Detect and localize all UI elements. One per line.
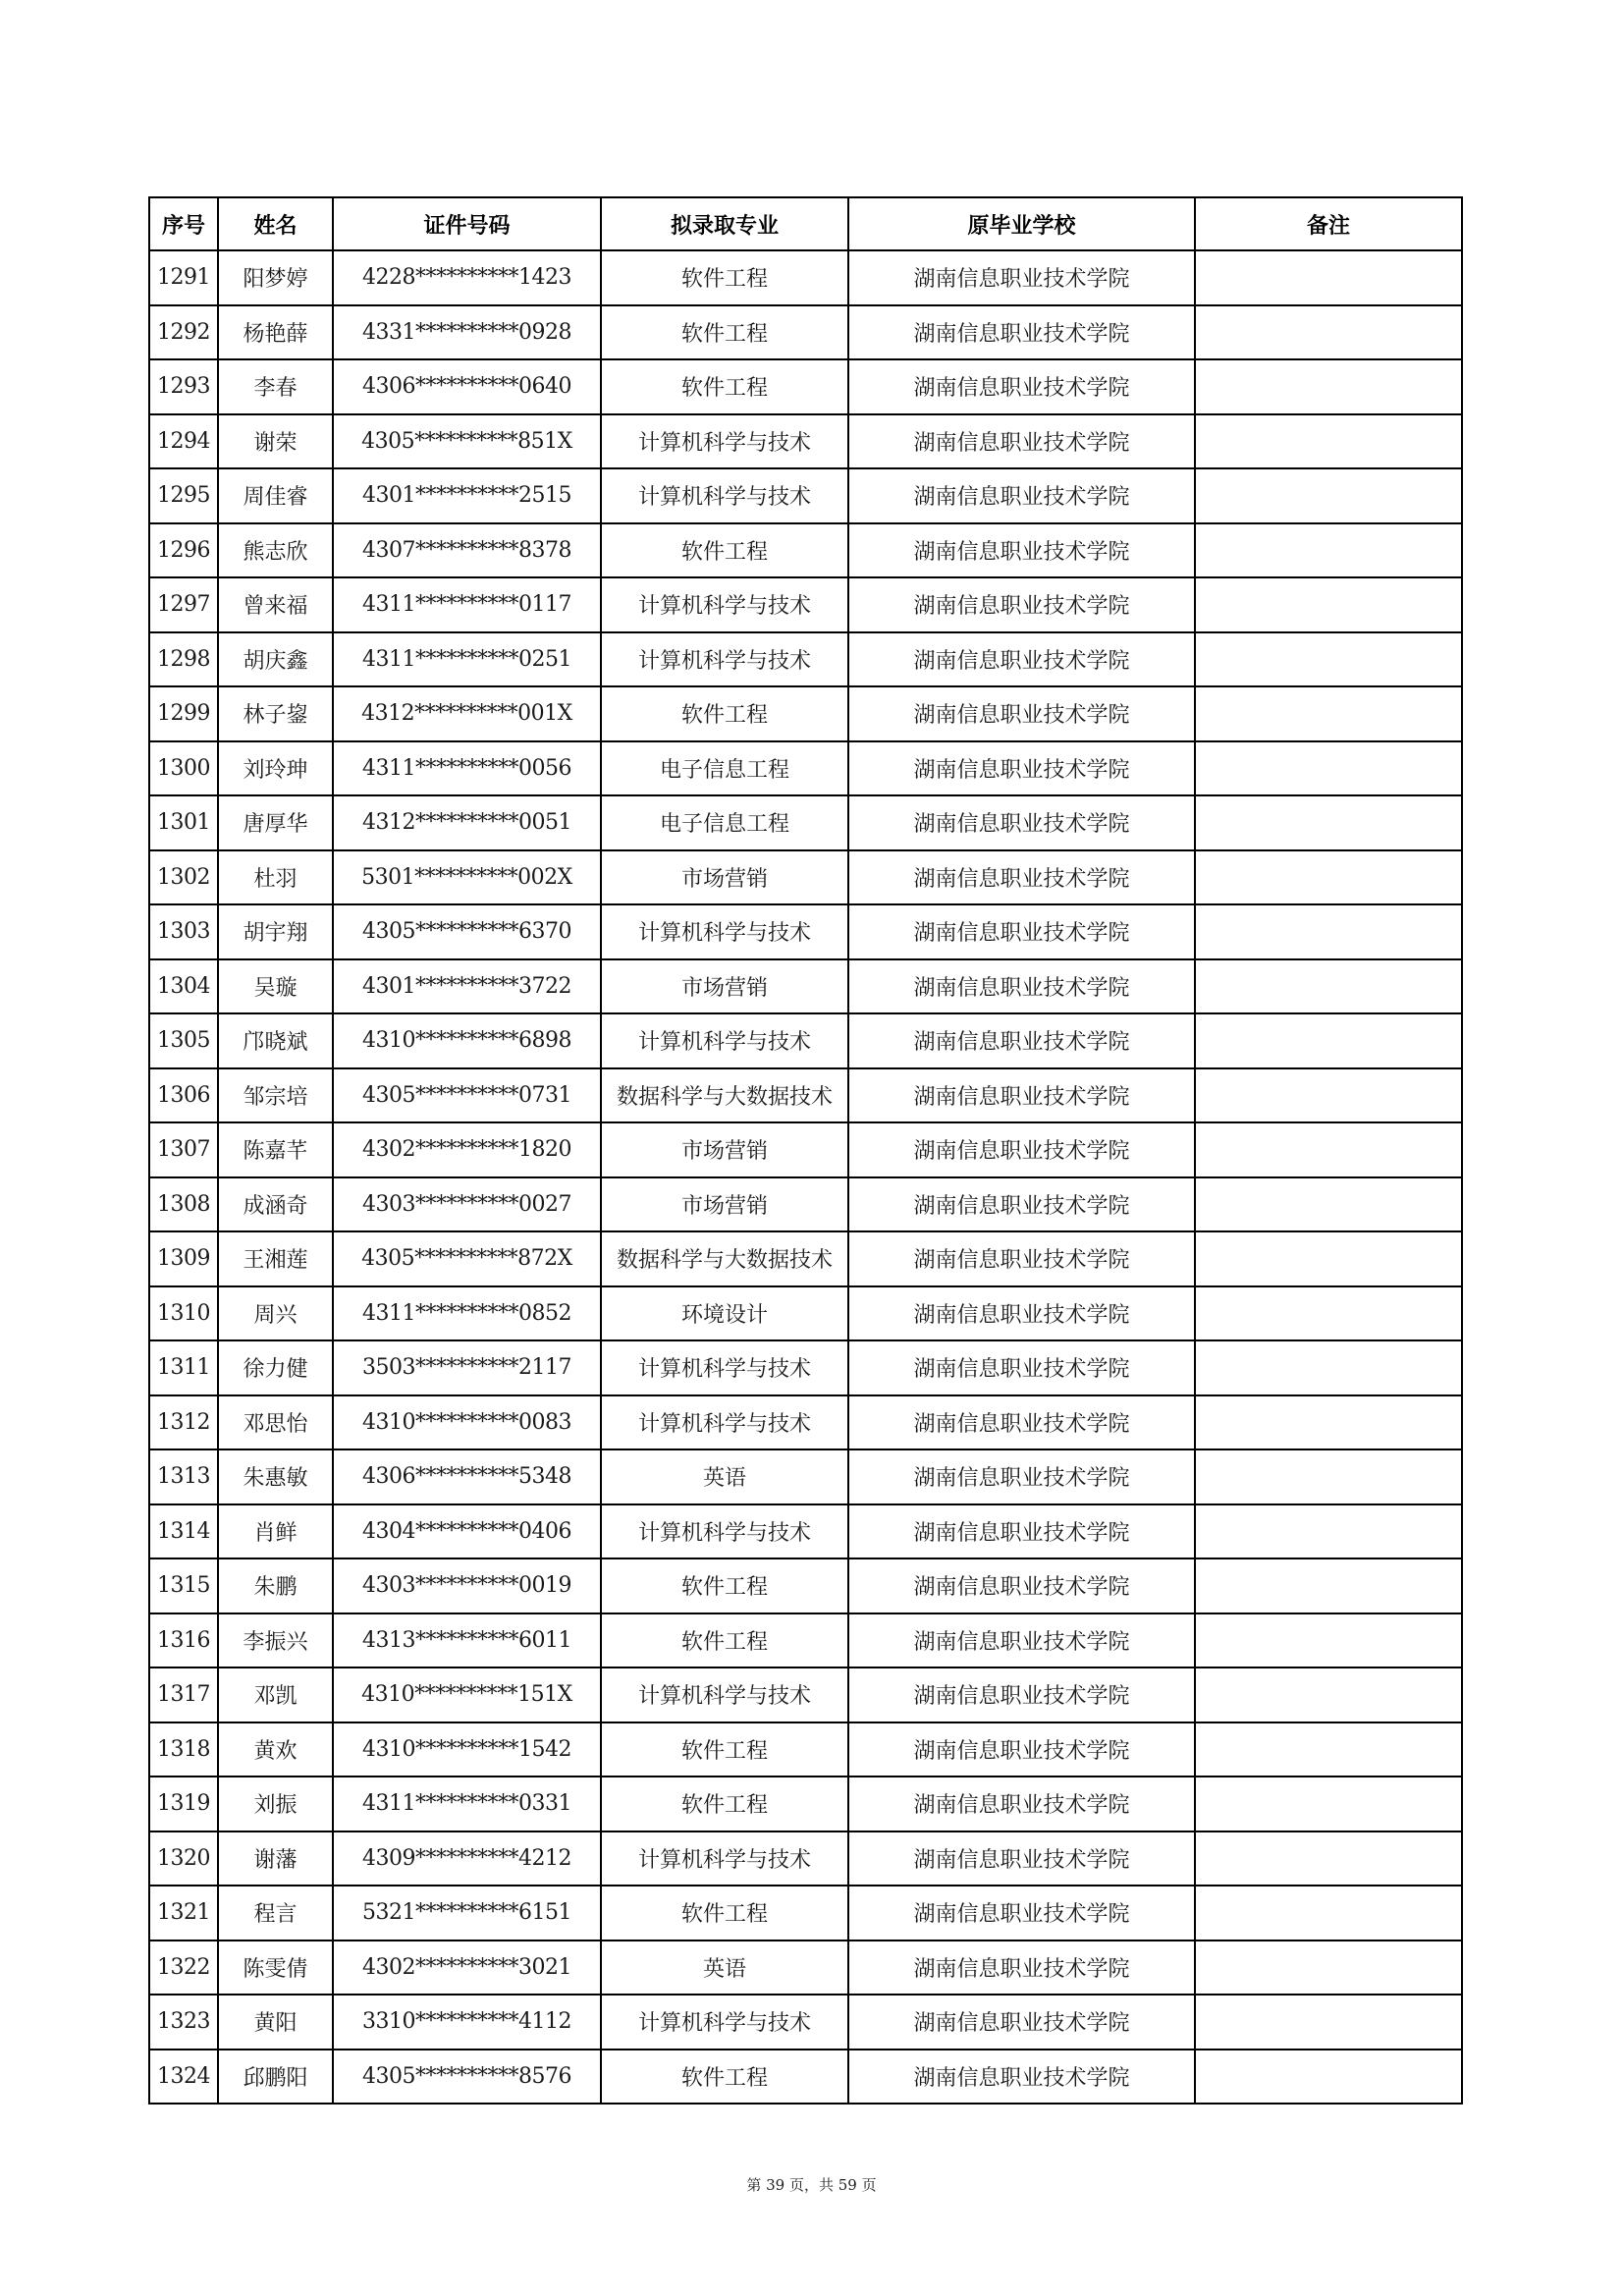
row-id-number: 4305**********8576 bbox=[333, 2050, 601, 2105]
row-school: 湖南信息职业技术学院 bbox=[848, 1886, 1195, 1941]
row-note bbox=[1195, 250, 1462, 305]
table-row bbox=[149, 1449, 1462, 1504]
table-row bbox=[149, 850, 1462, 905]
table-row bbox=[149, 1395, 1462, 1450]
row-id-number: 4305**********6370 bbox=[333, 904, 601, 959]
row-school: 湖南信息职业技术学院 bbox=[848, 1558, 1195, 1613]
row-note bbox=[1195, 1941, 1462, 1995]
header-id-number: 证件号码 bbox=[333, 197, 601, 250]
row-major: 市场营销 bbox=[601, 1177, 848, 1232]
row-major: 计算机科学与技术 bbox=[601, 1340, 848, 1395]
row-seq: 1310 bbox=[149, 1286, 218, 1341]
row-id-number: 4301**********3722 bbox=[333, 959, 601, 1014]
row-id-number: 4305**********872X bbox=[333, 1231, 601, 1286]
row-note bbox=[1195, 1613, 1462, 1668]
table-row bbox=[149, 1504, 1462, 1559]
row-school: 湖南信息职业技术学院 bbox=[848, 1122, 1195, 1177]
row-seq: 1306 bbox=[149, 1068, 218, 1123]
admission-list-table bbox=[148, 196, 1463, 2105]
row-id-number: 4303**********0027 bbox=[333, 1177, 601, 1232]
row-major: 计算机科学与技术 bbox=[601, 1831, 848, 1886]
row-name: 李振兴 bbox=[218, 1613, 333, 1668]
row-school: 湖南信息职业技术学院 bbox=[848, 1613, 1195, 1668]
header-school: 原毕业学校 bbox=[848, 197, 1195, 250]
row-major: 计算机科学与技术 bbox=[601, 1504, 848, 1559]
row-school: 湖南信息职业技术学院 bbox=[848, 1941, 1195, 1995]
row-major: 软件工程 bbox=[601, 1886, 848, 1941]
row-note bbox=[1195, 904, 1462, 959]
row-note bbox=[1195, 1013, 1462, 1068]
row-school: 湖南信息职业技术学院 bbox=[848, 850, 1195, 905]
row-major: 市场营销 bbox=[601, 850, 848, 905]
row-id-number: 4311**********0852 bbox=[333, 1286, 601, 1341]
row-seq: 1291 bbox=[149, 250, 218, 305]
row-major: 计算机科学与技术 bbox=[601, 1395, 848, 1450]
row-major: 英语 bbox=[601, 1449, 848, 1504]
table-row bbox=[149, 305, 1462, 360]
row-major: 软件工程 bbox=[601, 1613, 848, 1668]
row-seq: 1308 bbox=[149, 1177, 218, 1232]
row-seq: 1309 bbox=[149, 1231, 218, 1286]
row-note bbox=[1195, 1177, 1462, 1232]
row-note bbox=[1195, 1667, 1462, 1722]
row-id-number: 4302**********1820 bbox=[333, 1122, 601, 1177]
row-name: 王湘莲 bbox=[218, 1231, 333, 1286]
row-major: 市场营销 bbox=[601, 1122, 848, 1177]
row-note bbox=[1195, 1504, 1462, 1559]
row-seq: 1320 bbox=[149, 1831, 218, 1886]
row-name: 曾来福 bbox=[218, 577, 333, 632]
row-seq: 1322 bbox=[149, 1941, 218, 1995]
row-seq: 1301 bbox=[149, 795, 218, 850]
row-seq: 1294 bbox=[149, 414, 218, 469]
row-name: 谢荣 bbox=[218, 414, 333, 469]
row-note bbox=[1195, 1995, 1462, 2050]
table-row bbox=[149, 1122, 1462, 1177]
row-note bbox=[1195, 468, 1462, 523]
row-name: 朱鹏 bbox=[218, 1558, 333, 1613]
row-id-number: 4305**********0731 bbox=[333, 1068, 601, 1123]
row-name: 杨艳薛 bbox=[218, 305, 333, 360]
row-seq: 1321 bbox=[149, 1886, 218, 1941]
row-school: 湖南信息职业技术学院 bbox=[848, 1504, 1195, 1559]
table-row bbox=[149, 1941, 1462, 1995]
header-name: 姓名 bbox=[218, 197, 333, 250]
row-note bbox=[1195, 1449, 1462, 1504]
row-major: 计算机科学与技术 bbox=[601, 904, 848, 959]
row-seq: 1305 bbox=[149, 1013, 218, 1068]
table-row bbox=[149, 1013, 1462, 1068]
row-major: 软件工程 bbox=[601, 686, 848, 741]
row-id-number: 4303**********0019 bbox=[333, 1558, 601, 1613]
row-major: 计算机科学与技术 bbox=[601, 632, 848, 687]
row-major: 环境设计 bbox=[601, 1286, 848, 1341]
row-seq: 1300 bbox=[149, 741, 218, 796]
row-seq: 1324 bbox=[149, 2050, 218, 2105]
row-name: 邝晓斌 bbox=[218, 1013, 333, 1068]
row-name: 熊志欣 bbox=[218, 523, 333, 578]
row-id-number: 4301**********2515 bbox=[333, 468, 601, 523]
row-id-number: 4311**********0056 bbox=[333, 741, 601, 796]
row-school: 湖南信息职业技术学院 bbox=[848, 1068, 1195, 1123]
table-row bbox=[149, 414, 1462, 469]
row-seq: 1317 bbox=[149, 1667, 218, 1722]
row-school: 湖南信息职业技术学院 bbox=[848, 1995, 1195, 2050]
table-row bbox=[149, 1231, 1462, 1286]
row-id-number: 4311**********0117 bbox=[333, 577, 601, 632]
row-major: 英语 bbox=[601, 1941, 848, 1995]
row-name: 胡宇翔 bbox=[218, 904, 333, 959]
row-school: 湖南信息职业技术学院 bbox=[848, 686, 1195, 741]
table-row bbox=[149, 577, 1462, 632]
row-id-number: 4311**********0251 bbox=[333, 632, 601, 687]
table-row bbox=[149, 632, 1462, 687]
row-school: 湖南信息职业技术学院 bbox=[848, 2050, 1195, 2105]
header-seq: 序号 bbox=[149, 197, 218, 250]
table-row bbox=[149, 359, 1462, 414]
row-seq: 1312 bbox=[149, 1395, 218, 1450]
row-note bbox=[1195, 1722, 1462, 1777]
row-seq: 1311 bbox=[149, 1340, 218, 1395]
row-major: 数据科学与大数据技术 bbox=[601, 1231, 848, 1286]
table-row bbox=[149, 1340, 1462, 1395]
row-school: 湖南信息职业技术学院 bbox=[848, 1013, 1195, 1068]
row-major: 软件工程 bbox=[601, 2050, 848, 2105]
table-row bbox=[149, 250, 1462, 305]
row-seq: 1318 bbox=[149, 1722, 218, 1777]
table-row bbox=[149, 1722, 1462, 1777]
row-seq: 1302 bbox=[149, 850, 218, 905]
row-name: 谢藩 bbox=[218, 1831, 333, 1886]
row-name: 邹宗培 bbox=[218, 1068, 333, 1123]
row-id-number: 4311**********0331 bbox=[333, 1777, 601, 1831]
row-school: 湖南信息职业技术学院 bbox=[848, 1177, 1195, 1232]
row-name: 成涵奇 bbox=[218, 1177, 333, 1232]
table-row bbox=[149, 904, 1462, 959]
row-note bbox=[1195, 2050, 1462, 2105]
row-school: 湖南信息职业技术学院 bbox=[848, 1777, 1195, 1831]
row-major: 计算机科学与技术 bbox=[601, 414, 848, 469]
row-school: 湖南信息职业技术学院 bbox=[848, 1831, 1195, 1886]
row-name: 吴璇 bbox=[218, 959, 333, 1014]
row-major: 软件工程 bbox=[601, 305, 848, 360]
row-seq: 1314 bbox=[149, 1504, 218, 1559]
row-name: 唐厚华 bbox=[218, 795, 333, 850]
row-name: 杜羽 bbox=[218, 850, 333, 905]
row-seq: 1293 bbox=[149, 359, 218, 414]
row-note bbox=[1195, 1286, 1462, 1341]
row-major: 软件工程 bbox=[601, 359, 848, 414]
row-id-number: 4305**********851X bbox=[333, 414, 601, 469]
row-id-number: 5321**********6151 bbox=[333, 1886, 601, 1941]
row-id-number: 5301**********002X bbox=[333, 850, 601, 905]
row-school: 湖南信息职业技术学院 bbox=[848, 1286, 1195, 1341]
row-seq: 1307 bbox=[149, 1122, 218, 1177]
row-major: 计算机科学与技术 bbox=[601, 577, 848, 632]
row-school: 湖南信息职业技术学院 bbox=[848, 305, 1195, 360]
table-row bbox=[149, 468, 1462, 523]
table-row bbox=[149, 1995, 1462, 2050]
row-name: 李春 bbox=[218, 359, 333, 414]
row-major: 计算机科学与技术 bbox=[601, 468, 848, 523]
row-name: 邓凯 bbox=[218, 1667, 333, 1722]
row-school: 湖南信息职业技术学院 bbox=[848, 959, 1195, 1014]
row-name: 刘玲珅 bbox=[218, 741, 333, 796]
row-major: 软件工程 bbox=[601, 1722, 848, 1777]
row-name: 周兴 bbox=[218, 1286, 333, 1341]
row-school: 湖南信息职业技术学院 bbox=[848, 359, 1195, 414]
row-id-number: 3310**********4112 bbox=[333, 1995, 601, 2050]
row-note bbox=[1195, 959, 1462, 1014]
row-school: 湖南信息职业技术学院 bbox=[848, 468, 1195, 523]
row-name: 邓思怡 bbox=[218, 1395, 333, 1450]
row-major: 电子信息工程 bbox=[601, 741, 848, 796]
row-major: 软件工程 bbox=[601, 1777, 848, 1831]
table-row bbox=[149, 2050, 1462, 2105]
row-id-number: 4310**********151X bbox=[333, 1667, 601, 1722]
row-note bbox=[1195, 1395, 1462, 1450]
row-school: 湖南信息职业技术学院 bbox=[848, 1722, 1195, 1777]
row-name: 朱惠敏 bbox=[218, 1449, 333, 1504]
header-major: 拟录取专业 bbox=[601, 197, 848, 250]
row-school: 湖南信息职业技术学院 bbox=[848, 1667, 1195, 1722]
row-school: 湖南信息职业技术学院 bbox=[848, 632, 1195, 687]
row-school: 湖南信息职业技术学院 bbox=[848, 1395, 1195, 1450]
table-row bbox=[149, 959, 1462, 1014]
row-seq: 1297 bbox=[149, 577, 218, 632]
row-note bbox=[1195, 1558, 1462, 1613]
table-row bbox=[149, 1286, 1462, 1341]
table-row bbox=[149, 1613, 1462, 1668]
row-seq: 1319 bbox=[149, 1777, 218, 1831]
row-name: 胡庆鑫 bbox=[218, 632, 333, 687]
row-major: 市场营销 bbox=[601, 959, 848, 1014]
table-row bbox=[149, 1177, 1462, 1232]
row-id-number: 4307**********8378 bbox=[333, 523, 601, 578]
row-name: 阳梦婷 bbox=[218, 250, 333, 305]
row-major: 电子信息工程 bbox=[601, 795, 848, 850]
row-name: 黄阳 bbox=[218, 1995, 333, 2050]
row-major: 计算机科学与技术 bbox=[601, 1013, 848, 1068]
row-school: 湖南信息职业技术学院 bbox=[848, 1340, 1195, 1395]
table-row bbox=[149, 795, 1462, 850]
row-id-number: 4310**********1542 bbox=[333, 1722, 601, 1777]
row-id-number: 4306**********5348 bbox=[333, 1449, 601, 1504]
row-school: 湖南信息职业技术学院 bbox=[848, 250, 1195, 305]
row-seq: 1304 bbox=[149, 959, 218, 1014]
row-note bbox=[1195, 523, 1462, 578]
page-number-footer: 第 39 页，共 59 页 bbox=[746, 2176, 877, 2194]
row-id-number: 4310**********6898 bbox=[333, 1013, 601, 1068]
row-note bbox=[1195, 1777, 1462, 1831]
row-id-number: 4310**********0083 bbox=[333, 1395, 601, 1450]
table-row bbox=[149, 1558, 1462, 1613]
row-id-number: 4304**********0406 bbox=[333, 1504, 601, 1559]
row-school: 湖南信息职业技术学院 bbox=[848, 904, 1195, 959]
table-row bbox=[149, 1777, 1462, 1831]
row-note bbox=[1195, 305, 1462, 360]
row-note bbox=[1195, 686, 1462, 741]
row-school: 湖南信息职业技术学院 bbox=[848, 795, 1195, 850]
row-name: 肖鲜 bbox=[218, 1504, 333, 1559]
table-row bbox=[149, 1068, 1462, 1123]
row-seq: 1303 bbox=[149, 904, 218, 959]
row-name: 邱鹏阳 bbox=[218, 2050, 333, 2105]
row-note bbox=[1195, 795, 1462, 850]
row-major: 软件工程 bbox=[601, 250, 848, 305]
table-body bbox=[149, 250, 1462, 2104]
row-note bbox=[1195, 1340, 1462, 1395]
row-seq: 1296 bbox=[149, 523, 218, 578]
row-name: 林子鋆 bbox=[218, 686, 333, 741]
row-note bbox=[1195, 414, 1462, 469]
row-school: 湖南信息职业技术学院 bbox=[848, 741, 1195, 796]
table-row bbox=[149, 523, 1462, 578]
row-id-number: 4331**********0928 bbox=[333, 305, 601, 360]
row-id-number: 4312**********001X bbox=[333, 686, 601, 741]
row-name: 黄欢 bbox=[218, 1722, 333, 1777]
row-id-number: 4312**********0051 bbox=[333, 795, 601, 850]
row-major: 软件工程 bbox=[601, 523, 848, 578]
row-name: 陈嘉芊 bbox=[218, 1122, 333, 1177]
row-school: 湖南信息职业技术学院 bbox=[848, 1231, 1195, 1286]
header-note: 备注 bbox=[1195, 197, 1462, 250]
row-seq: 1313 bbox=[149, 1449, 218, 1504]
row-school: 湖南信息职业技术学院 bbox=[848, 414, 1195, 469]
row-name: 周佳睿 bbox=[218, 468, 333, 523]
row-id-number: 4302**********3021 bbox=[333, 1941, 601, 1995]
row-id-number: 4228**********1423 bbox=[333, 250, 601, 305]
row-id-number: 4306**********0640 bbox=[333, 359, 601, 414]
row-seq: 1295 bbox=[149, 468, 218, 523]
row-seq: 1298 bbox=[149, 632, 218, 687]
table-header-row bbox=[149, 197, 1462, 250]
row-seq: 1299 bbox=[149, 686, 218, 741]
row-major: 数据科学与大数据技术 bbox=[601, 1068, 848, 1123]
table-row bbox=[149, 1667, 1462, 1722]
row-id-number: 3503**********2117 bbox=[333, 1340, 601, 1395]
row-name: 陈雯倩 bbox=[218, 1941, 333, 1995]
row-seq: 1316 bbox=[149, 1613, 218, 1668]
row-note bbox=[1195, 850, 1462, 905]
row-id-number: 4309**********4212 bbox=[333, 1831, 601, 1886]
row-note bbox=[1195, 1886, 1462, 1941]
row-school: 湖南信息职业技术学院 bbox=[848, 577, 1195, 632]
row-school: 湖南信息职业技术学院 bbox=[848, 1449, 1195, 1504]
row-name: 程言 bbox=[218, 1886, 333, 1941]
row-note bbox=[1195, 1122, 1462, 1177]
row-note bbox=[1195, 577, 1462, 632]
row-seq: 1323 bbox=[149, 1995, 218, 2050]
row-note bbox=[1195, 359, 1462, 414]
row-major: 计算机科学与技术 bbox=[601, 1667, 848, 1722]
table-row bbox=[149, 1831, 1462, 1886]
row-note bbox=[1195, 632, 1462, 687]
row-major: 计算机科学与技术 bbox=[601, 1995, 848, 2050]
row-note bbox=[1195, 741, 1462, 796]
row-seq: 1292 bbox=[149, 305, 218, 360]
table-row bbox=[149, 1886, 1462, 1941]
row-major: 软件工程 bbox=[601, 1558, 848, 1613]
row-seq: 1315 bbox=[149, 1558, 218, 1613]
table-row bbox=[149, 686, 1462, 741]
row-name: 徐力健 bbox=[218, 1340, 333, 1395]
row-id-number: 4313**********6011 bbox=[333, 1613, 601, 1668]
row-note bbox=[1195, 1831, 1462, 1886]
row-name: 刘振 bbox=[218, 1777, 333, 1831]
table-row bbox=[149, 741, 1462, 796]
row-note bbox=[1195, 1068, 1462, 1123]
row-school: 湖南信息职业技术学院 bbox=[848, 523, 1195, 578]
row-note bbox=[1195, 1231, 1462, 1286]
